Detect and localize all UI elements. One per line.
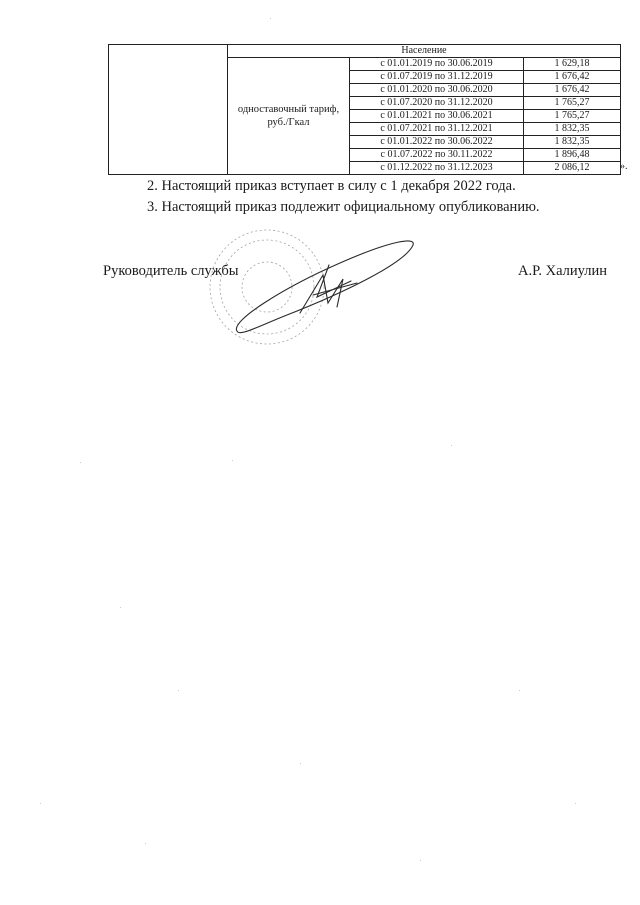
value-cell: 1 832,35 <box>524 136 621 149</box>
period-cell: с 01.07.2022 по 30.11.2022 <box>350 149 524 162</box>
period-cell: с 01.07.2019 по 31.12.2019 <box>350 71 524 84</box>
period-cell: с 01.07.2021 по 31.12.2021 <box>350 123 524 136</box>
period-cell: с 01.01.2021 по 30.06.2021 <box>350 110 524 123</box>
value-cell: 1 765,27 <box>524 110 621 123</box>
value-cell: 1 676,42 <box>524 84 621 97</box>
paragraph-2: 2. Настоящий приказ вступает в силу с 1 декабря 2022 года. <box>147 178 516 194</box>
handwritten-signature <box>225 235 420 340</box>
period-cell: с 01.01.2019 по 30.06.2019 <box>350 58 524 71</box>
tariff-label: одноставочный тариф, руб./Гкал <box>228 58 350 175</box>
value-cell: 1 832,35 <box>524 123 621 136</box>
signatory-position: Руководитель службы <box>103 263 239 279</box>
table-header-row <box>109 45 621 58</box>
closing-quote: ». <box>620 161 628 172</box>
value-cell: 1 896,48 <box>524 149 621 162</box>
period-cell: с 01.12.2022 по 31.12.2023 <box>350 162 524 175</box>
period-cell: с 01.07.2020 по 31.12.2020 <box>350 97 524 110</box>
empty-cell <box>109 45 228 175</box>
paragraph-3: 3. Настоящий приказ подлежит официальному опубликованию. <box>147 199 540 215</box>
period-cell: с 01.01.2022 по 30.06.2022 <box>350 136 524 149</box>
value-cell: 1 629,18 <box>524 58 621 71</box>
signatory-name: А.Р. Халиулин <box>518 263 607 279</box>
value-cell: 2 086,12 <box>524 162 621 175</box>
tariff-table <box>108 44 621 175</box>
value-cell: 1 676,42 <box>524 71 621 84</box>
section-header: Население <box>228 45 621 58</box>
period-cell: с 01.01.2020 по 30.06.2020 <box>350 84 524 97</box>
value-cell: 1 765,27 <box>524 97 621 110</box>
